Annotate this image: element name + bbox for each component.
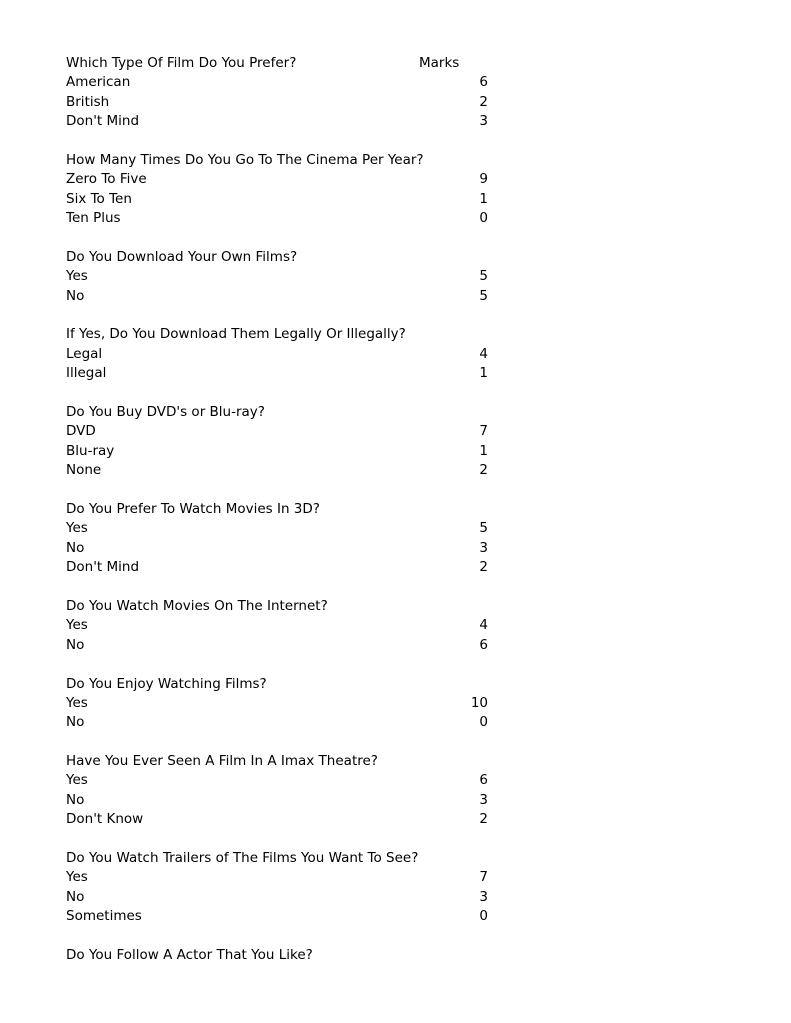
marks-column-header: Marks [419,55,460,71]
answer-marks-value: 7 [479,423,488,440]
answer-marks-value: 0 [479,210,488,227]
answer-label: Illegal [66,365,107,382]
answer-row [66,888,490,907]
answer-row [66,558,490,577]
answer-row [66,112,490,131]
answer-marks-value: 1 [479,190,488,207]
answer-label: Yes [66,772,88,789]
answer-marks-value: 3 [479,888,488,905]
answer-marks-value: 2 [479,462,488,479]
answer-row [66,190,490,209]
question-text: Do You Prefer To Watch Movies In 3D? [66,500,320,517]
answer-label: British [66,93,110,110]
question-section [66,54,490,132]
question-section [66,325,490,383]
answer-label: Don't Know [66,811,144,828]
answer-row [66,93,490,112]
question-text: Do You Watch Trailers of The Films You Want To See? [66,850,419,867]
answer-row [66,442,490,461]
answer-marks-value: 4 [479,345,488,362]
answer-label: DVD [66,423,96,440]
answer-label: Blu-ray [66,442,115,459]
answer-row [66,810,490,829]
survey-sheet [66,54,490,985]
answer-marks-value: 0 [479,908,488,925]
question-text: Which Type Of Film Do You Prefer? [66,55,297,71]
answer-marks-value: 4 [479,617,488,634]
answer-label: No [66,636,85,653]
answer-row [66,209,490,228]
answer-label: Sometimes [66,908,142,925]
question-header-row [66,54,490,73]
answer-label: Don't Mind [66,559,140,576]
answer-row [66,713,490,732]
answer-marks-value: 3 [479,791,488,808]
question-text: Do You Enjoy Watching Films? [66,675,267,692]
answer-row [66,791,490,810]
question-section [66,752,490,830]
answer-row [66,539,490,558]
question-text: Do You Watch Movies On The Internet? [66,597,328,614]
answer-row [66,287,490,306]
answer-row [66,170,490,189]
answer-label: Yes [66,694,88,711]
answer-marks-value: 3 [479,113,488,130]
question-section [66,675,490,733]
question-text: How Many Times Do You Go To The Cinema Per Year? [66,151,424,168]
answer-row [66,364,490,383]
answer-marks-value: 5 [479,287,488,304]
answer-label: Yes [66,869,88,886]
answer-label: No [66,791,85,808]
answer-label: Don't Mind [66,113,140,130]
answer-label: Zero To Five [66,171,147,188]
answer-marks-value: 2 [479,93,488,110]
answer-marks-value: 0 [479,714,488,731]
answer-label: Six To Ten [66,190,132,207]
answer-marks-value: 5 [479,520,488,537]
answer-row [66,868,490,887]
answer-row [66,519,490,538]
answer-label: Ten Plus [66,210,121,227]
answer-marks-value: 1 [479,442,488,459]
question-text: Do You Download Your Own Films? [66,248,298,265]
answer-label: No [66,888,85,905]
answer-row [66,771,490,790]
answer-marks-value: 9 [479,171,488,188]
answer-row [66,73,490,92]
answer-row [66,616,490,635]
question-section [66,500,490,578]
answer-label: Yes [66,617,88,634]
answer-row [66,461,490,480]
answer-marks-value: 5 [479,268,488,285]
answer-row [66,422,490,441]
answer-label: No [66,287,85,304]
answer-row [66,694,490,713]
answer-row [66,267,490,286]
answer-label: No [66,539,85,556]
answer-marks-value: 10 [470,694,488,711]
answer-row [66,636,490,655]
answer-marks-value: 1 [479,365,488,382]
question-section [66,849,490,927]
answer-marks-value: 6 [479,74,488,91]
question-text: Have You Ever Seen A Film In A Imax Theatre? [66,753,378,770]
answer-label: Yes [66,268,88,285]
answer-marks-value: 2 [479,559,488,576]
answer-marks-value: 6 [479,772,488,789]
question-section [66,151,490,229]
answer-label: None [66,462,102,479]
answer-label: No [66,714,85,731]
question-text: Do You Follow A Actor That You Like? [66,946,313,963]
answer-marks-value: 6 [479,636,488,653]
question-section [66,403,490,481]
answer-marks-value: 7 [479,869,488,886]
answer-row [66,907,490,926]
answer-label: American [66,74,131,91]
answer-marks-value: 2 [479,811,488,828]
question-section [66,946,490,965]
answer-label: Legal [66,345,103,362]
answer-row [66,345,490,364]
question-section [66,248,490,306]
question-section [66,597,490,655]
answer-marks-value: 3 [479,539,488,556]
question-text: Do You Buy DVD's or Blu-ray? [66,404,265,421]
answer-label: Yes [66,520,88,537]
question-text: If Yes, Do You Download Them Legally Or Illegally? [66,326,406,343]
